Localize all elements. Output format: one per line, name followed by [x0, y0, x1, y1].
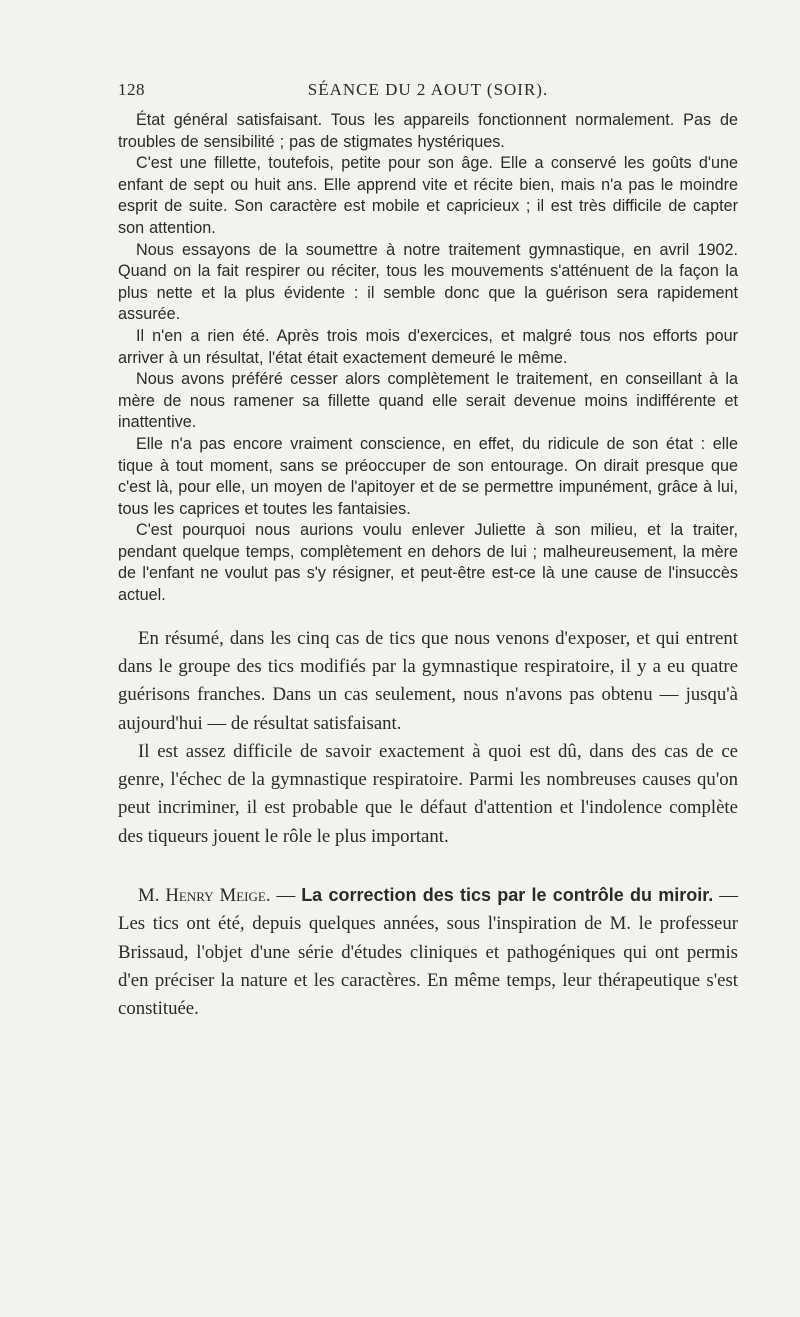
paragraph: C'est pourquoi nous aurions voulu enlever Juliette à son milieu, et la traiter, pendant quelque temps, complètement en dehors de lui ; malheureusement, la mère de l'enfant ne voulut pas s'y résigner, et peut-être est-ce là une cause de l'insuccès actuel. [118, 521, 738, 605]
case-report [118, 110, 738, 607]
paragraph: En résumé, dans les cinq cas de tics que nous venons d'exposer, et qui entrent dans le groupe des tics modifiés par la gymnastique respiratoire, il y a eu quatre guérisons franches. Dans un cas seulement, nous n'avons pas obtenu — jusqu'à aujourd'hui — de résultat satisfaisant. [118, 627, 738, 734]
paragraph: Il est assez difficile de savoir exactement à quoi est dû, dans des cas de ce genre, l'échec de la gymnastique respiratoire. Parmi les nombreuses causes qu'on peut incriminer, il est probable que le défaut d'attention et l'indolence complète des tiqueurs jouent le rôle le plus important. [118, 740, 738, 847]
author-name: M. Henry Meige. [138, 885, 271, 907]
paragraph: Elle n'a pas encore vraiment conscience, en effet, du ridicule de son état : elle tique à tout moment, sans se préoccuper de son entourage. On dirait presque que c'est là, pour elle, un moyen de l'apitoyer et de se permettre impunément, grâce à lui, tous les caprices et toutes les fantaisies. [118, 434, 738, 518]
paragraph: Nous avons préféré cesser alors complètement le traitement, en conseillant à la mère de nous ramener sa fillette quand elle serait devenue moins indifférente et inattentive. [118, 370, 738, 432]
section-title: La correction des tics par le contrôle du miroir. [301, 885, 714, 906]
summary [118, 625, 738, 851]
paragraph: C'est une fillette, toutefois, petite pour son âge. Elle a conservé les goûts d'une enfant de sept ou huit ans. Elle apprend vite et récite bien, mais n'a pas le moindre esprit de suite. Son caractère est mobile et capricieux ; il est très difficile de capter son attention. [118, 154, 738, 237]
paragraph: Il n'en a rien été. Après trois mois d'exercices, et malgré tous nos efforts pour arriver à un résultat, l'état était exactement demeuré le même. [118, 326, 738, 367]
communication-section [118, 881, 738, 1023]
paragraph: État général satisfaisant. Tous les appareils fonctionnent normalement. Pas de troubles de sensibilité ; pas de stigmates hystériques. [118, 111, 738, 151]
running-header [118, 80, 738, 110]
section-paragraph [118, 881, 738, 1023]
dash: — [270, 885, 302, 907]
page-number: 128 [118, 80, 145, 99]
paragraph: Nous essayons de la soumettre à notre traitement gymnastique, en avril 1902. Quand on la fait respirer ou réciter, tous les mouvements s'atténuent de la façon la plus nette et la plus évidente : il semble donc que la guérison sera rapidement assurée. [118, 240, 738, 324]
running-title: SÉANCE DU 2 AOUT (SOIR). [307, 80, 549, 99]
book-page [118, 80, 738, 1024]
section-body: — Les tics ont été, depuis quelques années, sous l'inspiration de M. le professeur Brissaud, l'objet d'une série d'études cliniques et pathogéniques qui ont permis d'en préciser la nature et les caractères. En même temps, leur thérapeutique s'est constituée. [118, 885, 739, 1020]
